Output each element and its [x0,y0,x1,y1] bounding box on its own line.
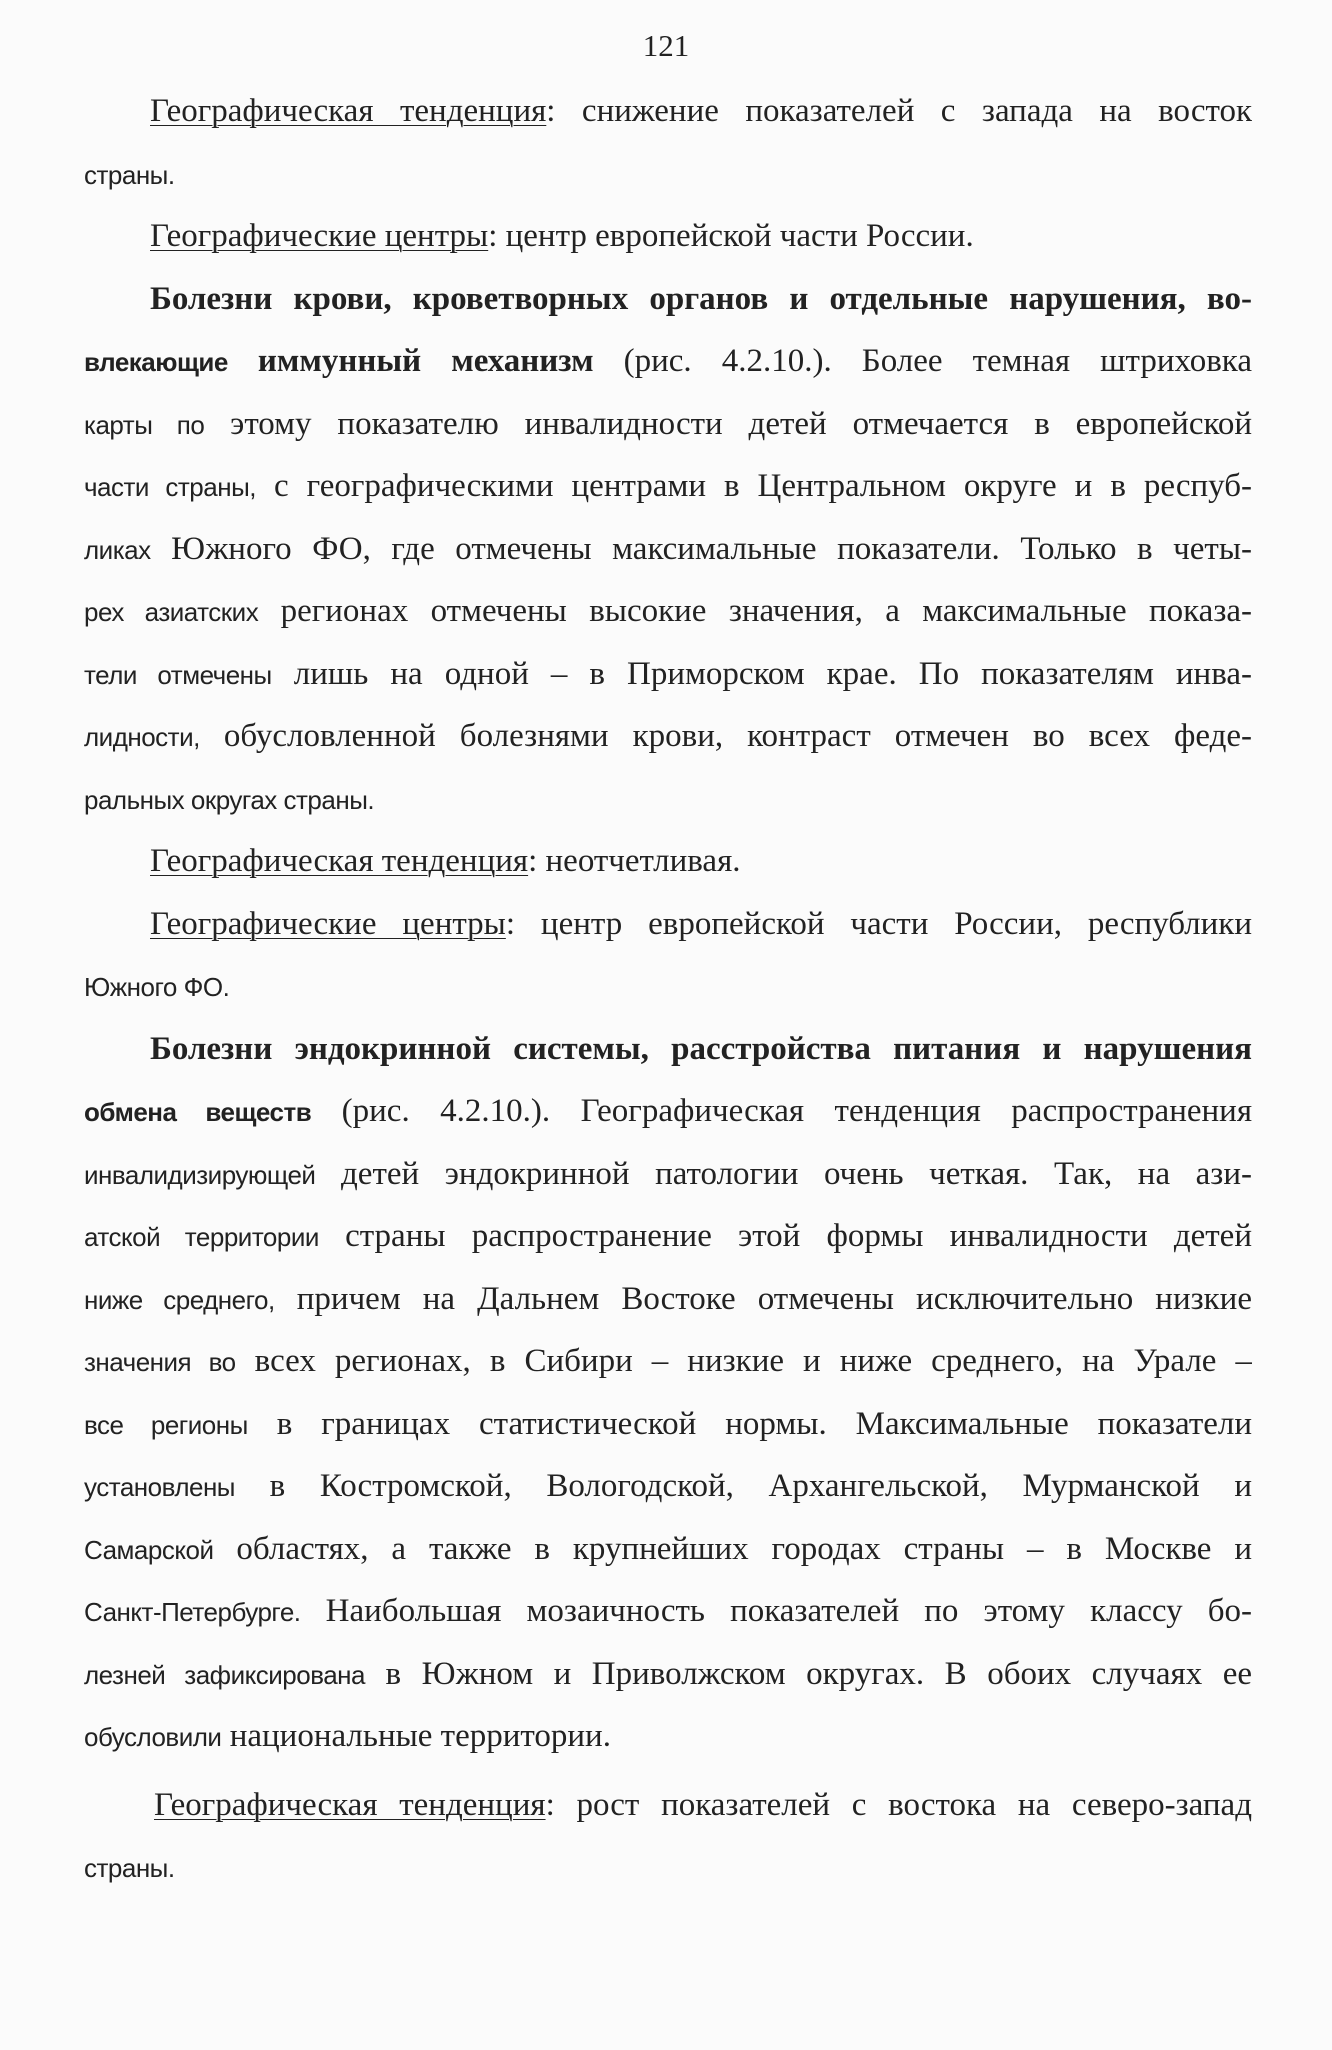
term-underlined: Географическая тенденция [154,1786,546,1823]
paragraph-line [84,705,1252,768]
paragraph-line [84,830,1252,893]
paragraph-line [84,1705,1252,1768]
paragraph-line [84,1836,1252,1899]
paragraph-line [84,518,1252,581]
paragraph-text: установлены [84,1472,235,1502]
paragraph-line [84,143,1252,206]
paragraph-text: страны. [84,1853,175,1883]
paragraph-text: ральных округах страны. [84,784,375,815]
paragraph-text: лезней зафиксирована [84,1659,366,1690]
paragraph-line [84,1205,1252,1268]
paragraph-text: причем на Дальнем Востоке отмечены исключительно низкие [274,1280,1252,1317]
term-underlined: Географические центры [150,218,489,254]
paragraph-text: обусловленной болезнями крови, контраст отмечен во всех феде- [199,718,1252,754]
paragraph-text: инвалидизирующей [84,1159,316,1190]
paragraph-text: национальные территории. [221,1718,611,1754]
paragraph-text: областях, а также в крупнейших городах страны – в Москве и [213,1530,1252,1567]
paragraph-text: в Южном и Приволжском округах. В обоих случаях ее [365,1655,1252,1692]
paragraph-text: части страны, [84,472,256,502]
paragraph-text: значения во [84,1347,236,1377]
paragraph-line [84,955,1252,1018]
paragraph-text: рех азиатских [84,597,259,627]
paragraph-text: Санкт-Петербурге. [84,1597,301,1627]
paragraph-text: всех регионах, в Сибири – низкие и ниже среднего, на Урале – [235,1343,1252,1379]
paragraph-text: : центр европейской части России. [488,218,974,254]
paragraph-text: детей эндокринной патологии очень четкая. Так, на ази- [315,1155,1252,1192]
paragraph-line [84,1774,1252,1837]
paragraph-line [84,1580,1252,1643]
paragraph-line [84,1143,1252,1206]
section-heading: иммунный механизм [227,343,594,379]
paragraph-text: : неотчетливая. [528,843,741,879]
paragraph-text: (рис. 4.2.10.). Географическая тенденция распространения [311,1093,1252,1129]
paragraph-text: : снижение показателей с запада на восток [546,93,1252,129]
paragraph-line [84,1393,1252,1456]
paragraph-text: этому показателю инвалидности детей отмечается в европейской [204,405,1252,442]
paragraph-text: лишь на одной – в Приморском крае. По показателям инва- [271,655,1252,692]
paragraph-text: ликах [84,534,151,565]
paragraph-line [84,1643,1252,1706]
paragraph-line [84,205,1252,268]
paragraph-line [84,1330,1252,1393]
paragraph-text: Южного ФО, где отмечены максимальные показатели. Только в четы- [150,530,1252,567]
paragraph-line [84,80,1252,143]
paragraph-text: карты по [84,409,205,440]
paragraph-text: в Костромской, Вологодской, Архангельской, Мурманской и [235,1468,1252,1504]
term-underlined: Географическая тенденция [150,93,547,129]
paragraph-line [84,455,1252,518]
paragraph-line [84,1268,1252,1331]
paragraph-line [84,393,1252,456]
paragraph-text: тели отмечены [84,659,272,690]
term-underlined: Географические центры [150,905,506,942]
paragraph-text: в границах статистической нормы. Максимальные показатели [247,1405,1252,1442]
paragraph-line [84,1455,1252,1518]
section-heading: Болезни крови, кроветворных органов и отдельные нарушения, во- [150,280,1252,317]
paragraph-line [84,643,1252,706]
paragraph-line [84,330,1252,393]
paragraph-line [84,1518,1252,1581]
section-heading: влекающие [84,347,228,377]
paragraph-line [84,580,1252,643]
paragraph-text: (рис. 4.2.10.). Более темная штриховка [593,343,1252,379]
paragraph-text: все регионы [84,1409,248,1440]
paragraph-text: обусловили [84,1722,222,1752]
paragraph-text: атской территории [84,1222,319,1252]
paragraph-text: страны. [84,159,175,190]
paragraph-text: Наибольшая мозаичность показателей по этому классу бо- [300,1593,1252,1629]
paragraph-text: страны распространение этой формы инвалидности детей [318,1218,1252,1254]
term-underlined: Географическая тенденция [150,843,529,879]
page-text [84,80,1252,1899]
section-heading-line [84,268,1252,331]
section-heading: Болезни эндокринной системы, расстройства питания и нарушения [150,1030,1252,1067]
paragraph-text: : рост показателей с востока на северо-запад [545,1786,1252,1823]
paragraph-line [84,768,1252,831]
paragraph-line [84,1080,1252,1143]
paragraph-text: регионах отмечены высокие значения, а максимальные показа- [258,593,1252,629]
paragraph-text: с географическими центрами в Центральном округе и в респуб- [256,468,1252,504]
paragraph-text: лидности, [84,722,200,752]
paragraph-text: : центр европейской части России, республики [505,905,1252,942]
section-heading-line [84,1018,1252,1081]
paragraph-text: ниже среднего, [84,1284,275,1315]
section-heading: обмена веществ [84,1097,312,1127]
paragraph-text: Самарской [84,1534,214,1565]
paragraph-text: Южного ФО. [84,972,230,1002]
paragraph-line [84,893,1252,956]
page-number: 121 [642,28,690,63]
